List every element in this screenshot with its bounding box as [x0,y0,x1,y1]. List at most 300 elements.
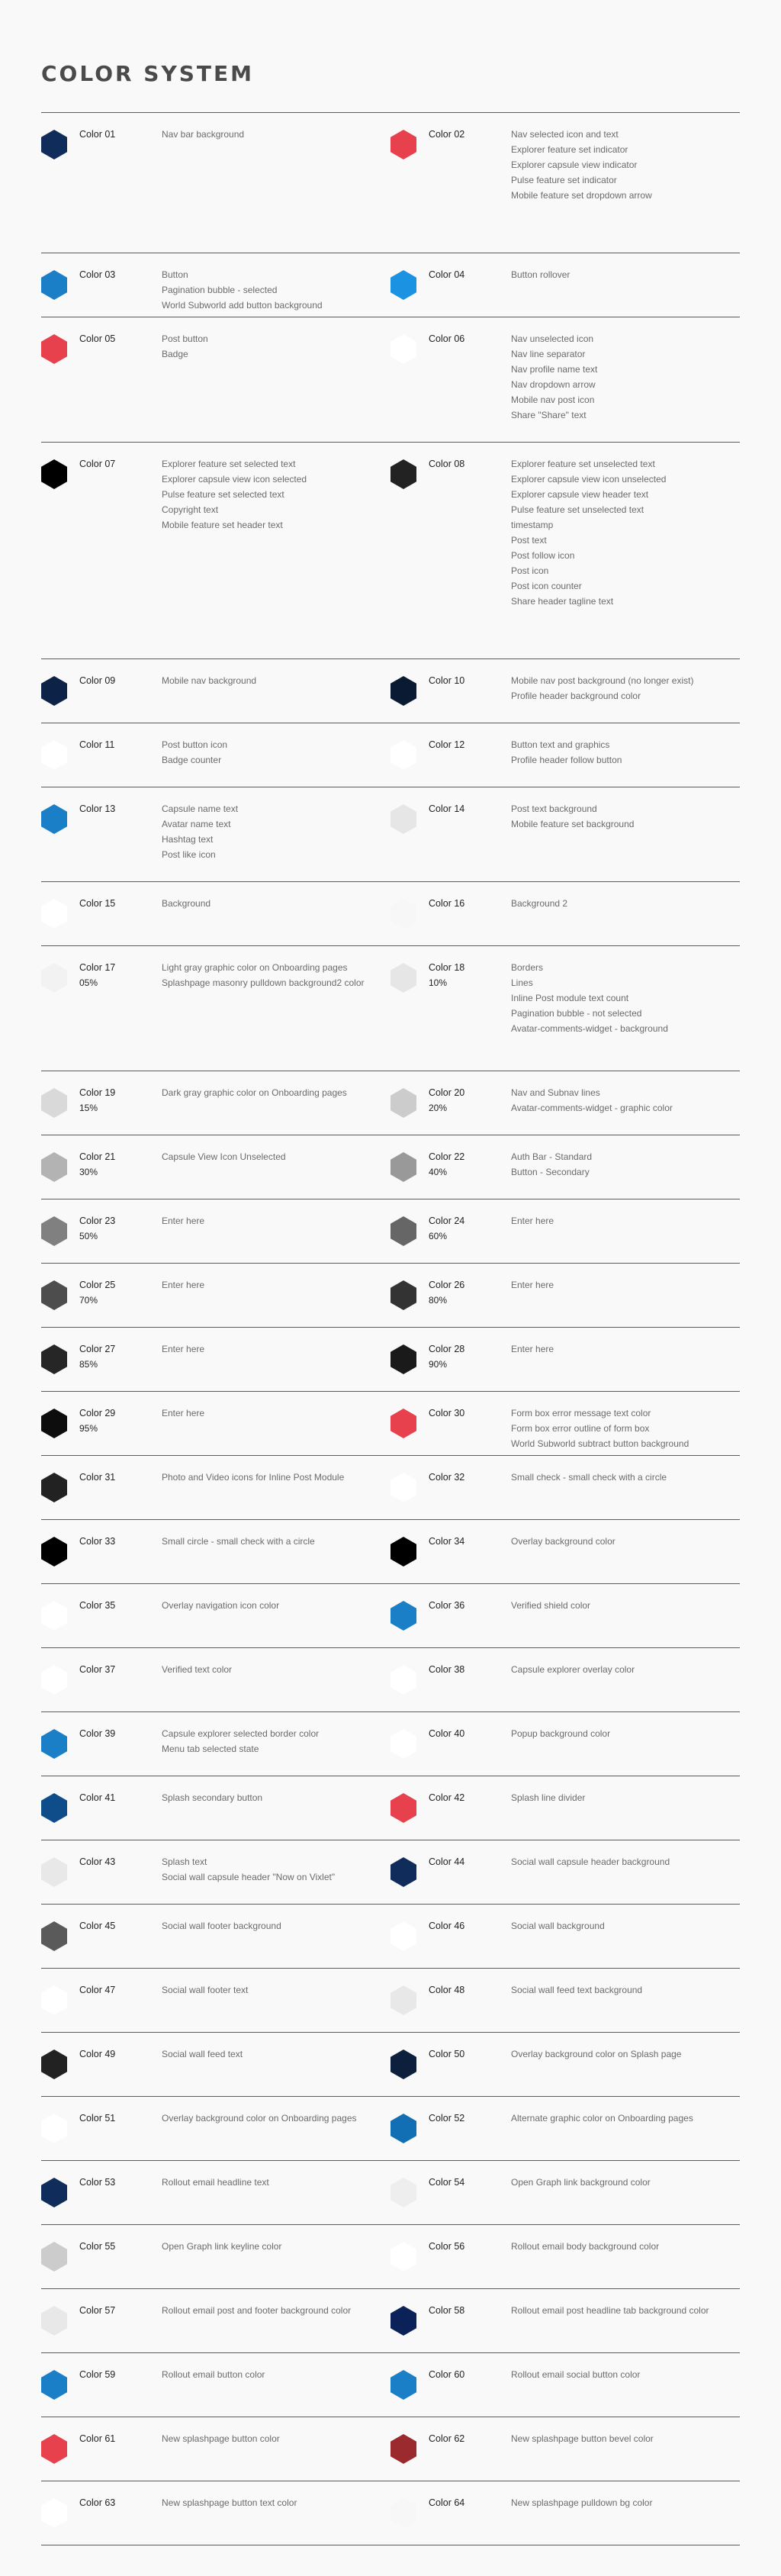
color-entry [390,1328,740,1391]
color-row [41,1520,740,1584]
color-usage-item: Copyright text [162,504,219,515]
color-usage-item: Explorer capsule view icon selected [162,474,307,485]
color-usage-list [511,1918,740,1934]
color-usage-item: Background [162,898,211,909]
color-entry [41,253,390,317]
color-name: Color 34 [429,1536,465,1547]
color-name-block [79,1854,136,1869]
color-usage-list [162,2431,390,2446]
color-name: Color 25 [79,1280,116,1290]
color-tint-percent: 30% [79,1167,98,1177]
color-usage-item: Overlay navigation icon color [162,1600,280,1611]
color-swatch-hexagon-icon [41,334,67,364]
color-tint-percent: 50% [79,1231,98,1241]
color-entry [41,2353,390,2417]
color-usage-list [162,1149,390,1164]
color-usage-list [511,737,740,768]
color-swatch-hexagon-icon [41,2242,67,2272]
color-name: Color 26 [429,1280,465,1290]
color-usage-list [162,960,390,990]
color-name: Color 08 [429,459,465,469]
color-usage-list [162,2367,390,2382]
color-entry [390,1584,740,1647]
color-name-block [429,1918,485,1934]
color-tint-percent: 20% [429,1103,448,1113]
color-usage-item: Pagination bubble - not selected [511,1008,642,1019]
color-usage-item: Splash text [162,1856,207,1867]
color-usage-item: Capsule explorer selected border color [162,1728,320,1739]
color-name-block [429,1598,485,1613]
color-usage-list [511,1277,740,1293]
color-usage-list [162,267,390,313]
color-usage-list [511,2111,740,2126]
color-entry [41,1328,390,1391]
color-grid [41,112,740,2545]
color-name: Color 39 [79,1728,116,1739]
color-entry [41,1648,390,1711]
color-usage-list [162,1918,390,1934]
color-name-block [429,2239,485,2254]
color-row [41,787,740,882]
color-name: Color 07 [79,459,116,469]
color-name: Color 58 [429,2305,465,2316]
color-swatch-hexagon-icon [390,2050,416,2079]
color-row [41,2481,740,2545]
color-entry [390,1969,740,2032]
color-name: Color 28 [429,1344,465,1354]
color-name-block [429,1534,485,1549]
color-usage-item: Avatar name text [162,819,231,829]
color-name-block [79,456,136,472]
color-usage-item: Mobile nav post icon [511,394,595,405]
color-usage-item: Capsule View Icon Unselected [162,1151,286,1162]
color-usage-list [511,1406,740,1451]
color-row [41,1264,740,1328]
color-usage-item: Menu tab selected state [162,1744,259,1754]
color-swatch-hexagon-icon [41,1921,67,1951]
color-row [41,113,740,253]
color-usage-item: Enter here [511,1280,554,1290]
color-usage-list [511,2239,740,2254]
color-swatch-hexagon-icon [390,740,416,770]
color-usage-item: Lines [511,977,533,988]
color-entry [390,317,740,442]
color-name-block [429,2367,485,2382]
color-usage-item: Mobile nav post background (no longer exist) [511,675,694,686]
color-swatch-hexagon-icon [390,1152,416,1182]
color-usage-list [162,2239,390,2254]
color-name-block [79,2495,136,2510]
color-row [41,1776,740,1840]
color-name: Color 17 [79,962,116,973]
color-name: Color 41 [79,1792,116,1803]
color-name-block [79,1085,136,1116]
color-usage-list [162,1726,390,1757]
color-usage-item: Splashpage masonry pulldown background2 color [162,977,365,988]
color-tint-percent: 10% [429,977,448,988]
color-name: Color 24 [429,1216,465,1226]
color-usage-list [511,2367,740,2382]
color-swatch-hexagon-icon [41,676,67,706]
color-usage-list [162,1406,390,1421]
color-entry [41,2289,390,2352]
color-name: Color 27 [79,1344,116,1354]
color-usage-item: Nav line separator [511,349,586,359]
color-usage-item: timestamp [511,520,554,530]
color-swatch-hexagon-icon [41,1729,67,1759]
color-name-block [79,673,136,688]
color-usage-item: World Subworld subtract button background [511,1438,689,1449]
color-name-block [79,960,136,990]
color-usage-item: Splash line divider [511,1792,586,1803]
color-usage-item: Explorer capsule view icon unselected [511,474,667,485]
color-swatch-hexagon-icon [390,1473,416,1502]
color-row [41,1712,740,1776]
color-swatch-hexagon-icon [41,1409,67,1438]
color-swatch-hexagon-icon [390,334,416,364]
color-row [41,1969,740,2033]
color-usage-item: Social wall footer text [162,1985,249,1995]
color-name-block [429,1790,485,1805]
color-swatch-hexagon-icon [390,2242,416,2272]
color-usage-item: Overlay background color [511,1536,615,1547]
color-name: Color 64 [429,2497,465,2508]
color-name: Color 19 [79,1087,116,1098]
color-usage-item: Form box error message text color [511,1408,651,1418]
color-name: Color 23 [79,1216,116,1226]
color-usage-item: New splashpage button bevel color [511,2433,654,2444]
color-usage-list [162,456,390,533]
color-swatch-hexagon-icon [390,1729,416,1759]
color-usage-item: Capsule explorer overlay color [511,1664,635,1675]
color-name: Color 55 [79,2241,116,2252]
color-usage-list [162,2175,390,2190]
color-usage-item: Small circle - small check with a circle [162,1536,315,1547]
color-swatch-hexagon-icon [41,963,67,993]
color-tint-percent: 15% [79,1103,98,1113]
color-swatch-hexagon-icon [41,1857,67,1887]
color-usage-item: Hashtag text [162,834,214,845]
color-usage-item: Badge counter [162,755,222,765]
color-usage-item: Button rollover [511,269,570,280]
color-swatch-hexagon-icon [41,2498,67,2528]
color-usage-item: Enter here [162,1280,205,1290]
color-usage-item: Explorer feature set selected text [162,459,296,469]
color-entry [390,2097,740,2160]
color-usage-item: Open Graph link background color [511,2177,651,2188]
color-swatch-hexagon-icon [41,2050,67,2079]
color-swatch-hexagon-icon [390,1921,416,1951]
color-name-block [79,1470,136,1485]
color-usage-list [511,2495,740,2510]
color-name: Color 35 [79,1600,116,1611]
color-row [41,1456,740,1520]
color-swatch-hexagon-icon [41,130,67,159]
color-name: Color 05 [79,333,116,344]
color-row [41,253,740,317]
color-usage-item: Enter here [162,1344,205,1354]
color-usage-list [162,2303,390,2318]
color-entry [41,1392,390,1455]
color-entry [41,317,390,442]
color-usage-list [511,896,740,911]
color-entry [41,1905,390,1968]
color-entry [41,1199,390,1263]
color-swatch-hexagon-icon [41,2434,67,2464]
color-usage-item: Post like icon [162,849,216,860]
color-name: Color 45 [79,1921,116,1931]
page-title: COLOR SYSTEM [41,61,255,86]
color-usage-item: Mobile nav background [162,675,257,686]
color-tint-percent: 90% [429,1359,448,1370]
color-tint-percent: 05% [79,977,98,988]
color-swatch-hexagon-icon [390,1985,416,2015]
color-usage-item: Alternate graphic color on Onboarding pages [511,2113,693,2124]
color-usage-list [162,896,390,911]
color-usage-item: Rollout email headline text [162,2177,269,2188]
color-usage-list [162,1598,390,1613]
color-name: Color 61 [79,2433,116,2444]
color-swatch-hexagon-icon [41,1216,67,1246]
color-name-block [429,1726,485,1741]
color-usage-item: Social wall background [511,1921,605,1931]
color-name-block [429,2175,485,2190]
color-usage-item: Explorer feature set indicator [511,144,628,155]
color-usage-item: New splashpage button text color [162,2497,297,2508]
color-entry [41,1840,390,1904]
color-swatch-hexagon-icon [390,1088,416,1118]
color-usage-list [511,1598,740,1613]
color-usage-item: Rollout email button color [162,2369,265,2380]
color-usage-item: Nav unselected icon [511,333,594,344]
color-swatch-hexagon-icon [41,1280,67,1310]
color-name: Color 13 [79,803,116,814]
color-row [41,659,740,723]
color-usage-item: Social wall footer background [162,1921,281,1931]
color-entry [41,946,390,1071]
color-usage-list [162,1213,390,1228]
color-name-block [79,1213,136,1244]
color-swatch-hexagon-icon [390,1601,416,1631]
color-entry [390,1199,740,1263]
color-name: Color 09 [79,675,116,686]
color-swatch-hexagon-icon [41,1793,67,1823]
color-usage-list [511,1726,740,1741]
color-usage-item: Rollout email post headline tab background color [511,2305,709,2316]
color-name: Color 36 [429,1600,465,1611]
color-row [41,443,740,659]
color-name-block [429,267,485,282]
color-usage-item: Profile header follow button [511,755,622,765]
color-usage-list [511,1790,740,1805]
color-swatch-hexagon-icon [41,270,67,300]
color-usage-item: Popup background color [511,1728,611,1739]
color-usage-item: Light gray graphic color on Onboarding pages [162,962,348,973]
color-usage-item: Share "Share" text [511,410,587,420]
color-name-block [429,1662,485,1677]
color-swatch-hexagon-icon [41,1665,67,1695]
color-usage-list [511,2175,740,2190]
color-usage-item: Nav and Subnav lines [511,1087,600,1098]
color-swatch-hexagon-icon [41,2178,67,2207]
color-usage-item: Enter here [162,1216,205,1226]
color-usage-list [162,2495,390,2510]
color-usage-list [162,1662,390,1677]
color-name: Color 33 [79,1536,116,1547]
color-usage-item: Explorer capsule view header text [511,489,649,500]
color-name: Color 30 [429,1408,465,1418]
color-usage-list [511,1662,740,1677]
color-name-block [429,1085,485,1116]
color-name-block [429,2111,485,2126]
color-usage-item: Background 2 [511,898,568,909]
color-tint-percent: 85% [79,1359,98,1370]
color-name: Color 15 [79,898,116,909]
color-entry [390,1905,740,1968]
color-name-block [79,1406,136,1436]
color-entry [41,1776,390,1840]
color-swatch-hexagon-icon [390,963,416,993]
color-name-block [79,2431,136,2446]
color-name-block [79,2303,136,2318]
color-name: Color 49 [79,2049,116,2059]
color-usage-list [162,2046,390,2062]
color-tint-percent: 95% [79,1423,98,1434]
color-swatch-hexagon-icon [41,2114,67,2143]
color-swatch-hexagon-icon [390,1857,416,1887]
color-usage-item: Profile header background color [511,691,641,701]
color-name-block [79,2175,136,2190]
color-entry [390,1712,740,1776]
color-usage-list [162,673,390,688]
color-usage-item: Form box error outline of form box [511,1423,650,1434]
color-name: Color 16 [429,898,465,909]
color-usage-list [162,1470,390,1485]
color-swatch-hexagon-icon [41,740,67,770]
color-name-block [79,1598,136,1613]
color-usage-item: Photo and Video icons for Inline Post Module [162,1472,345,1483]
color-entry [41,1071,390,1135]
color-tint-percent: 60% [429,1231,448,1241]
color-entry [41,1264,390,1327]
color-entry [390,2481,740,2545]
color-name: Color 40 [429,1728,465,1739]
color-name: Color 56 [429,2241,465,2252]
color-usage-item: Verified shield color [511,1600,591,1611]
color-name-block [429,1406,485,1421]
color-row [41,317,740,443]
color-entry [41,2481,390,2545]
color-name-block [429,2495,485,2510]
color-usage-item: Post follow icon [511,550,575,561]
color-name: Color 42 [429,1792,465,1803]
color-usage-item: Nav profile name text [511,364,598,375]
color-name-block [429,2431,485,2446]
color-entry [390,1648,740,1711]
color-usage-list [162,127,390,142]
color-usage-item: Button - Secondary [511,1167,590,1177]
color-name: Color 54 [429,2177,465,2188]
color-row [41,1584,740,1648]
color-name: Color 53 [79,2177,116,2188]
color-entry [41,1135,390,1199]
color-usage-list [162,331,390,362]
color-usage-item: New splashpage button color [162,2433,280,2444]
color-name-block [429,456,485,472]
color-entry [390,113,740,253]
color-usage-list [511,2303,740,2318]
color-usage-list [511,1534,740,1549]
color-swatch-hexagon-icon [390,676,416,706]
color-usage-list [511,2431,740,2446]
color-entry [390,2033,740,2096]
color-usage-item: Enter here [511,1216,554,1226]
color-usage-item: Rollout email social button color [511,2369,641,2380]
color-name: Color 48 [429,1985,465,1995]
color-usage-item: Button [162,269,188,280]
color-swatch-hexagon-icon [390,1409,416,1438]
color-usage-item: Pulse feature set unselected text [511,504,644,515]
color-usage-item: Social wall capsule header background [511,1856,670,1867]
color-usage-item: Social wall feed text [162,2049,243,2059]
color-usage-item: Overlay background color on Onboarding pages [162,2113,357,2124]
color-name-block [79,2239,136,2254]
color-name-block [79,127,136,142]
color-row [41,2225,740,2289]
color-swatch-hexagon-icon [41,899,67,929]
color-swatch-hexagon-icon [390,1537,416,1567]
color-entry [41,1712,390,1776]
color-row [41,1648,740,1712]
color-swatch-hexagon-icon [390,2306,416,2336]
color-name: Color 59 [79,2369,116,2380]
color-name: Color 46 [429,1921,465,1931]
color-name: Color 22 [429,1151,465,1162]
color-name: Color 51 [79,2113,116,2124]
color-usage-list [162,1854,390,1885]
color-name-block [429,1277,485,1308]
color-entry [41,1456,390,1519]
color-usage-item: Overlay background color on Splash page [511,2049,682,2059]
color-swatch-hexagon-icon [390,899,416,929]
color-swatch-hexagon-icon [390,1793,416,1823]
color-name: Color 43 [79,1856,116,1867]
color-entry [390,1520,740,1583]
color-usage-item: Avatar-comments-widget - graphic color [511,1103,673,1113]
color-name-block [79,801,136,816]
color-name: Color 57 [79,2305,116,2316]
color-entry [41,2097,390,2160]
color-row [41,2033,740,2097]
color-name-block [79,1662,136,1677]
color-usage-item: Enter here [511,1344,554,1354]
color-entry [390,1456,740,1519]
color-name-block [429,1470,485,1485]
color-swatch-hexagon-icon [390,1665,416,1695]
color-swatch-hexagon-icon [41,804,67,834]
color-usage-item: Auth Bar - Standard [511,1151,593,1162]
color-usage-list [511,801,740,832]
color-usage-list [162,1085,390,1100]
color-name-block [79,1918,136,1934]
color-usage-list [511,267,740,282]
color-name-block [79,1149,136,1180]
color-entry [41,1520,390,1583]
color-swatch-hexagon-icon [41,1601,67,1631]
color-usage-list [162,2111,390,2126]
color-name: Color 12 [429,739,465,750]
color-row [41,2097,740,2161]
